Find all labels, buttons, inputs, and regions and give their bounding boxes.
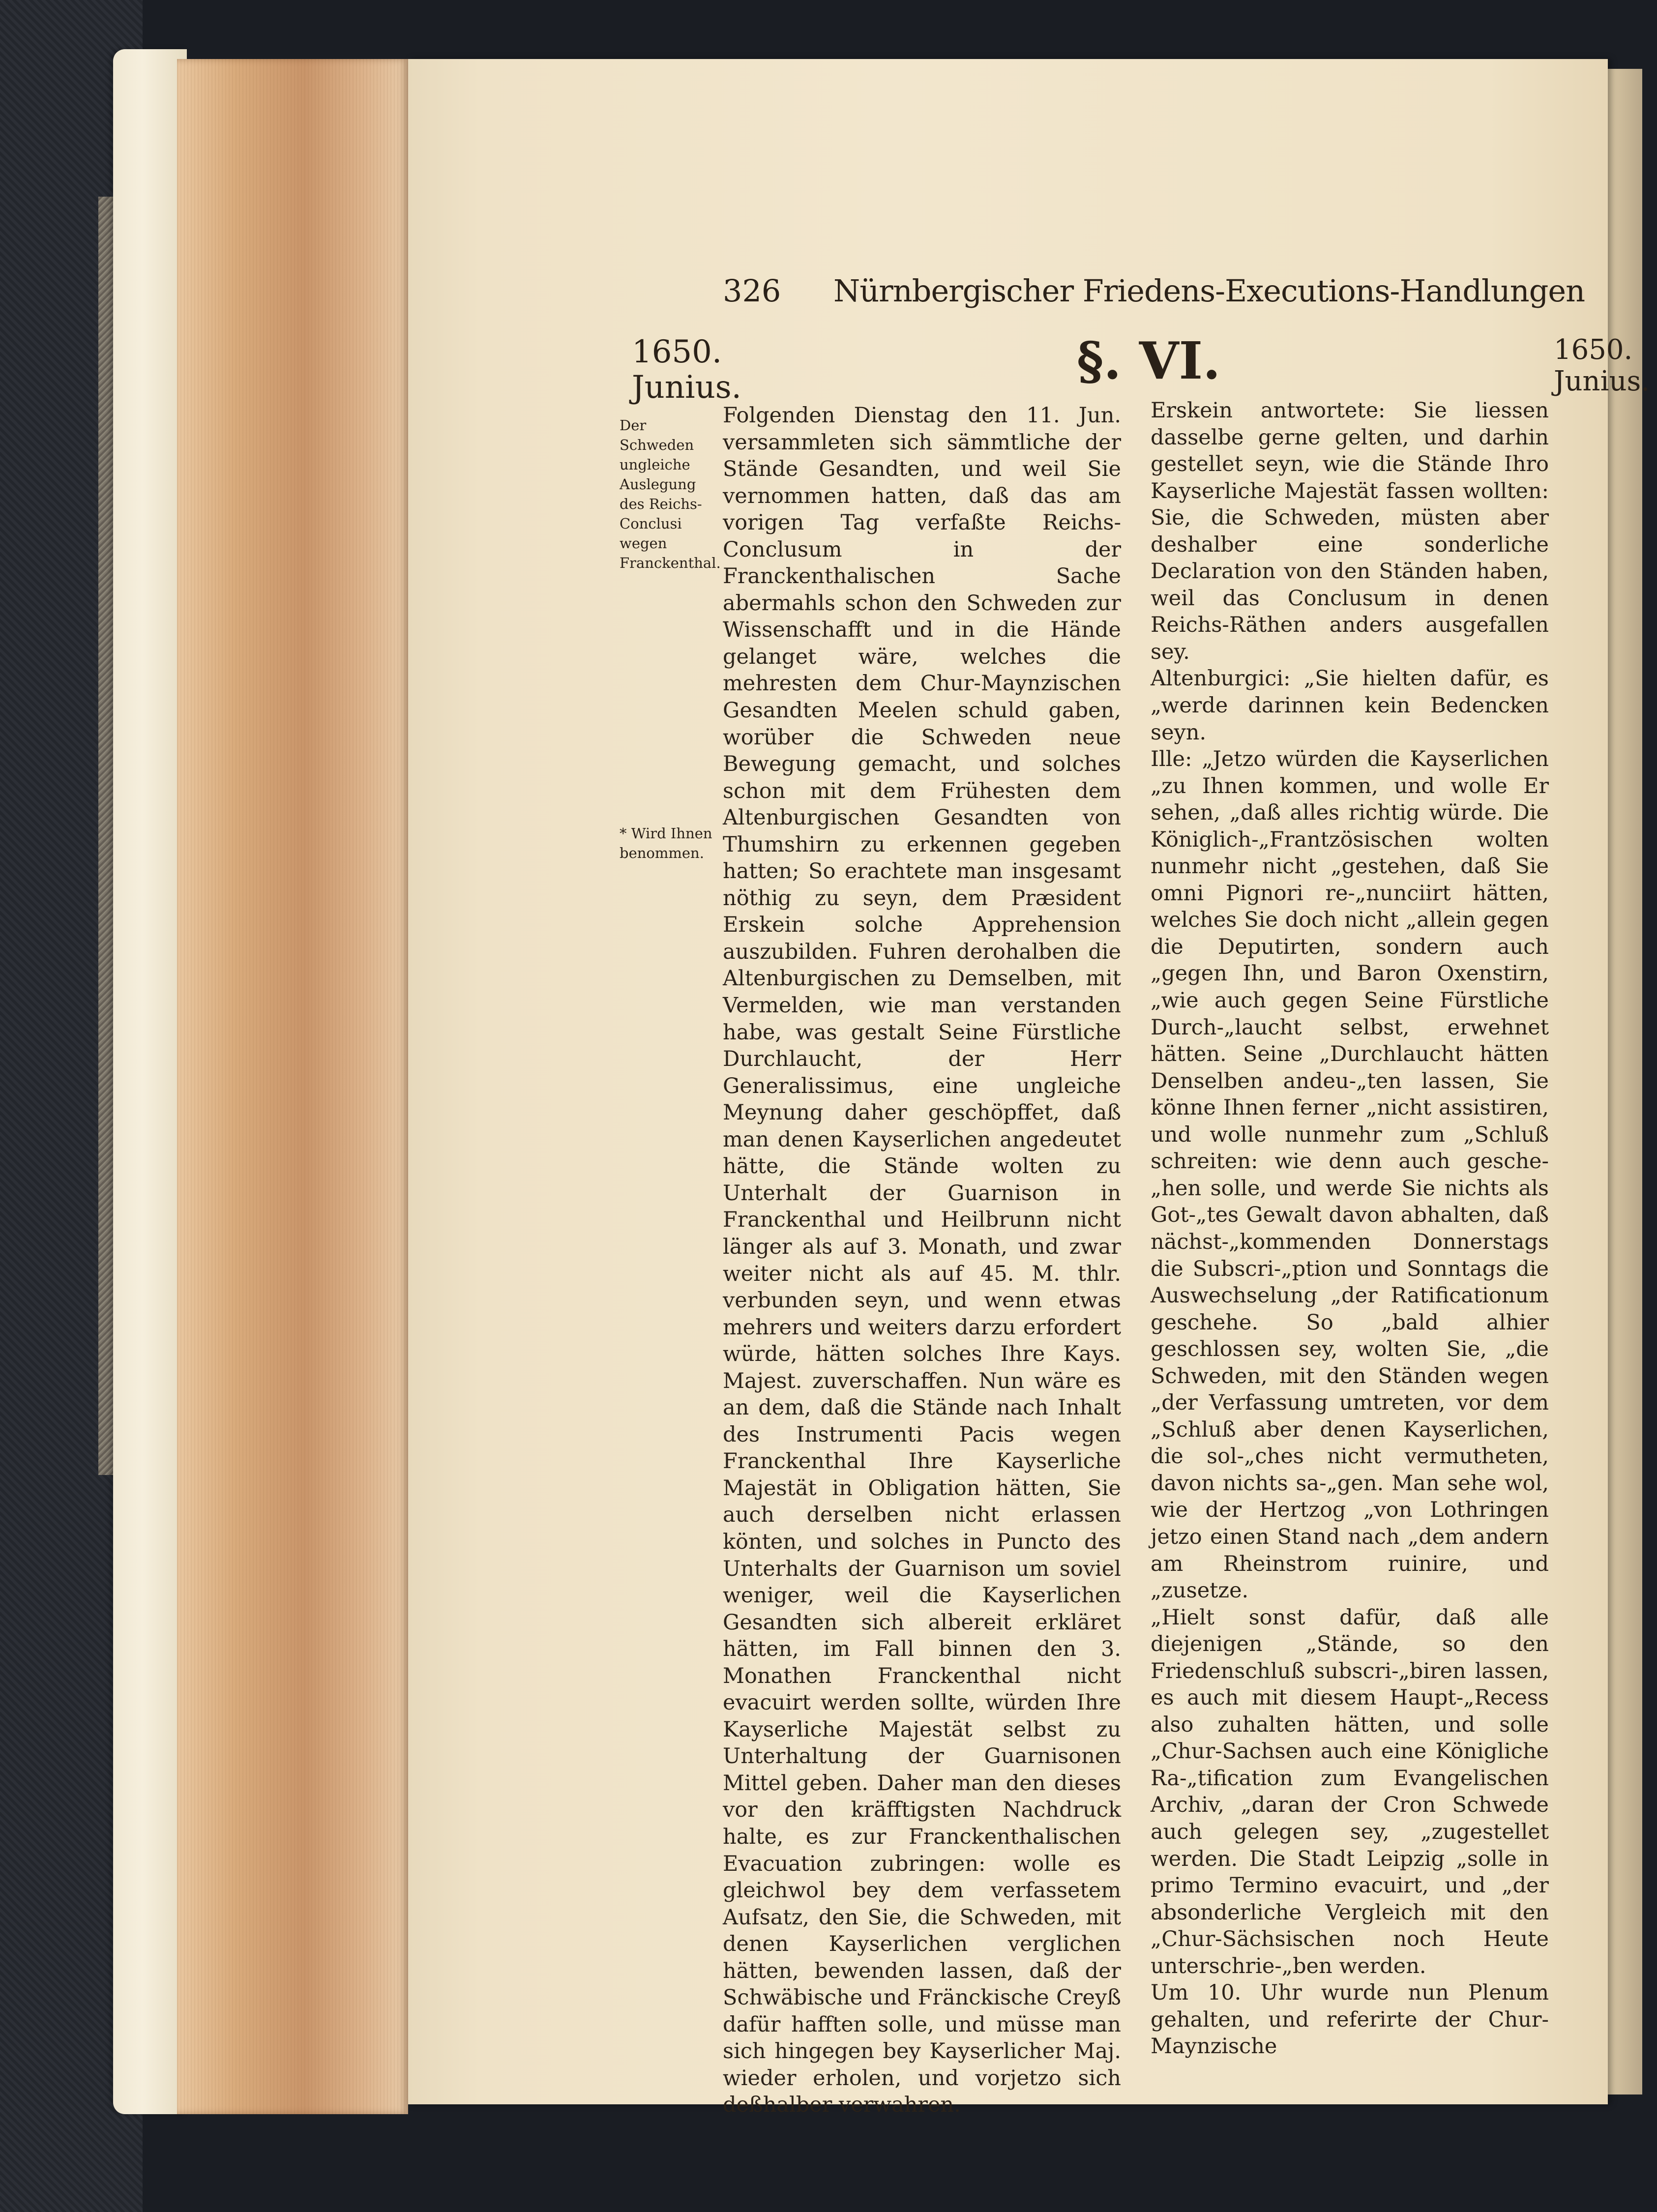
paragraph-altenburgici: Altenburgici: „Sie hielten dafür, es „werde darinnen kein Bedencken seyn.: [1151, 666, 1549, 745]
paragraph-plenum: Um 10. Uhr wurde nun Plenum gehalten, und referirte der Chur-Maynzische: [1151, 1980, 1549, 2059]
right-month: Junius.: [1554, 365, 1650, 397]
page-number: 326: [723, 273, 781, 309]
left-text-column: [723, 402, 1121, 2119]
right-year: 1650.: [1554, 334, 1633, 366]
book-page-block: [177, 59, 408, 2114]
running-head: [723, 273, 1585, 317]
right-year-marker: [1554, 334, 1650, 397]
section-heading: §. VI.: [1077, 330, 1221, 391]
left-year-marker: [632, 334, 741, 405]
left-column-text: Folgenden Dienstag den 11. Jun. versammleten sich sämmtliche der Stände Gesandten, und weil Sie vernommen hatten, daß das am vorigen Tag verfaßte Reichs-Conclusum in der Franckenthalischen Sache abermahls schon den Schweden zur Wissenschafft und in die Hände gelanget wäre, welches die mehresten dem Chur-Maynzischen Gesandten Meelen schuld gaben, worüber die Schweden neue Bewegung gemacht, und solches schon mit dem Frühesten dem Altenburgischen Gesandten von Thumshirn zu erkennen gegeben hatten; So erachtete man insgesamt nöthig zu seyn, dem Præsident Erskein solche Apprehension auszubilden. Fuhren derohalben die Altenburgischen zu Demselben, mit Vermelden, wie man verstanden habe, was gestalt Seine Fürstliche Durchlaucht, der Herr Generalissimus, eine ungleiche Meynung daher geschöpffet, daß man denen Kayserlichen angedeutet hätte, die Stände wolten zu Unterhalt der Guarnison in Franckenthal und Heilbrunn nicht länger als auf 3. Monath, und zwar weiter nicht als auf 45. M. thlr. verbunden seyn, und wenn etwas mehrers und weiters darzu erfordert würde, hätten solches Ihre Kays. Majest. zuverschaffen. Nun wäre es an dem, daß die Stände nach Inhalt des Instrumenti Pacis wegen Franckenthal Ihre Kayserliche Majestät in Obligation hätten, Sie auch derselben nicht erlassen könten, und solches in Puncto des Unterhalts der Guarnison um soviel weniger, weil die Kayserlichen Gesandten sich albereit erkläret hätten, im Fall binnen den 3. Monathen Franckenthal nicht evacuirt werden sollte, würden Ihre Kayserliche Majestät selbst zu Unterhaltung der Guarnisonen Mittel geben. Daher man den dieses vor den kräfftigsten Nachdruck halte, es zur Franckenthalischen Evacuation zubringen: wolle es gleichwol bey dem verfassetem Aufsatz, den Sie, die Schweden, mit denen Kayserlichen verglichen hätten, bewenden lassen, daß der Schwäbische und Fränckische Creyß dafür hafften solle, und müsse man sich hingegen bey Kayserlicher Maj. wieder erholen, und vorjetzo sich deßhalber verwahren.: [723, 403, 1121, 2118]
left-month: Junius.: [632, 369, 741, 406]
book-cover-edge: [113, 49, 187, 2114]
left-year: 1650.: [632, 334, 722, 370]
running-head-title: Nürnbergischer Friedens-Executions-Handlungen: [833, 273, 1585, 309]
right-text-column: [1151, 397, 1549, 2060]
margin-note-1: Der Schweden ungleiche Auslegung des Reichs-Conclusi wegen Franckenthal.: [620, 417, 721, 571]
paragraph-hielt: „Hielt sonst dafür, daß alle diejenigen „Stände, so den Friedenschluß subscri-„biren lassen, es auch mit diesem Haupt-„Recess also zuhalten hätten, und solle „Chur-Sachsen auch eine Königliche Ra-„tification zum Evangelischen Archiv, „daran der Cron Schwede auch gelegen sey, „zugestellet werden. Die Stadt Leipzig „solle in primo Termino evacuirt, und „der absonderliche Vergleich mit den „Chur-Sächsischen noch Heute unterschrie-„ben werden.: [1151, 1605, 1549, 1978]
paragraph-erskein: Erskein antwortete: Sie liessen dasselbe gerne gelten, und darhin gestellet seyn, wie die Stände Ihro Kayserliche Majestät fassen wollten: Sie, die Schweden, müsten aber deshalber eine sonderliche Declaration von den Ständen haben, weil das Conclusum in denen Reichs-Räthen anders ausgefallen sey.: [1151, 398, 1549, 664]
paragraph-ille: Ille: „Jetzo würden die Kayserlichen „zu Ihnen kommen, und wolle Er sehen, „daß alles richtig würde. Die Königlich-„Frantzösischen wolten nunmehr nicht „gestehen, daß Sie omni Pignori re-„nunciirt hätten, welches Sie doch nicht „allein gegen die Deputirten, sondern auch „gegen Ihn, und Baron Oxenstirn, „wie auch gegen Seine Fürstliche Durch-„laucht selbst, erwehnet hätten. Seine „Durchlaucht hätten Denselben andeu-„ten lassen, Sie könne Ihnen ferner „nicht assistiren, und wolle nunmehr zum „Schluß schreiten: wie denn auch gesche-„hen solle, und werde Sie nichts als Got-„tes Gewalt davon abhalten, daß nächst-„kommenden Donnerstags die Subscri-„ption und Sonntags die Auswechselung „der Ratificationum geschehe. So „bald alhier geschlossen sey, wolten Sie, „die Schweden, mit den Ständen wegen „der Verfassung umtreten, vor dem „Schluß aber denen Kayserlichen, die sol-„ches nicht vermutheten, davon nichts sa-„gen. Man sehe wol, wie der Hertzog „von Lothringen jetzo einen Stand nach „dem andern am Rheinstrom ruinire, und „zusetze.: [1151, 747, 1549, 1603]
margin-note-2: * Wird Ihnen benommen.: [620, 825, 712, 861]
